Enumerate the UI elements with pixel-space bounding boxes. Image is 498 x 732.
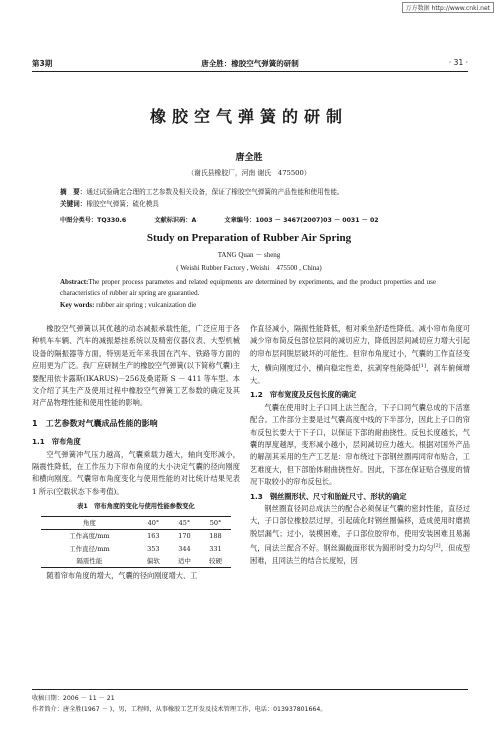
section-heading-1: 1 工艺参数对气囊成品性能的影响 <box>32 418 158 428</box>
left-column <box>32 323 240 583</box>
body-paragraph: 随着帘布角度的增大，气囊的径向刚度增大、工 <box>46 571 198 581</box>
table-cell: 188 <box>209 532 222 541</box>
body-paragraph: 空气弹簧冲气压力越高，气囊乘载力越大，轴向变形减小，隔震性降低，在工作压力下帘布角度的大小决定气囊的径向刚度和横向刚度。气囊帘布角度变化与使用性能的对比统计结果见表 1 所示(空载状态下参考值)。 <box>32 449 240 496</box>
table-row <box>41 543 231 555</box>
subsection-heading-1-1: 1.1 帘布角度 <box>32 437 81 447</box>
intro-paragraph: 橡胶空气弹簧以其优越的动态减振承载性能，广泛应用于各种机车车辆、汽车的减振悬挂系统以及精密仪器仪表、大型机械设备的隔振器等方面，特别是近年来我国在汽车、铁路等方面的应用更为广泛。我厂应研制生产的橡胶空气弹簧(以下简称气囊)主要配用依卡露斯(IKARUS)－256及桑诺斯 S － 411 等车型。本文介绍了其生产及使用过程中橡胶空气弹簧工艺参数的确定及其对产品物理性能和使用性能的影响。 <box>32 324 240 408</box>
abstract-en: Abstract:The proper process parametes and related equipments are determined by experiments, and the product properties and use characteristics of rubber air spring are guarantied. <box>60 278 436 297</box>
table-cell: 工作高度/mm <box>69 532 110 541</box>
table-cell: 331 <box>209 544 222 553</box>
author-cn: 唐全胜 <box>235 153 263 163</box>
footnote <box>32 689 468 715</box>
received-date: 收稿日期：2006 － 11 － 21 <box>32 695 115 702</box>
body-paragraph: 气囊在使用时上子口同上法兰配合，下子口同气囊总成的下活塞配合。工作部分主要是过气囊高度中线的下半部分，因此上子口的帘布反包长要大于下子口，以保证下部的耐曲挠性。反包长度越长，气囊的厚度越厚，变形减小越小，层间减切应力越大。根据对国外产品的解剖其采用的生产工艺是：帘布绕过下部钢丝圈再同帘布贴合，工艺难度大，但下部胎体耐曲挠性好。因此，下部在保证贴合强度的情况下取较小的帘布反包长。 <box>250 402 470 487</box>
classification-line <box>60 215 458 224</box>
article-number: 文章编号：1003 － 3467(2007)03 － 0031 － 02 <box>224 217 379 224</box>
keywords-en: Key words: rubber air spring ; vulcanization die <box>60 301 197 309</box>
affiliation-en: ( Weishi Rubber Factory , Weishi 475500 , China) <box>176 264 322 272</box>
table-header-cell: 40° <box>138 516 169 529</box>
table-header-cell: 角度 <box>41 516 138 529</box>
reference-marker[interactable]: [2] <box>433 543 441 550</box>
title-cn: 橡胶空气弹簧的研制 <box>149 107 348 126</box>
table-cell: 163 <box>147 532 160 541</box>
subsection-heading-1-3: 1.3 钢丝圈形状、尺寸和胎趾尺寸、形状的确定 <box>250 491 407 501</box>
table-cell: 344 <box>178 544 191 553</box>
table-row <box>41 530 231 543</box>
table-cell: 偏软 <box>138 555 169 568</box>
author-en: TANG Quan － sheng <box>217 251 281 259</box>
clc-number: 中图分类号：TQ330.6 <box>60 217 127 224</box>
table-header-cell: 50° <box>200 516 231 529</box>
reference-marker[interactable]: [1] <box>418 363 426 370</box>
title-en: Study on Preparation of Rubber Air Spring <box>146 232 352 244</box>
running-title: 唐全胜：橡胶空气弹簧的研制 <box>201 59 299 68</box>
data-table <box>41 516 231 569</box>
table-cell: 工作直径/mm <box>69 544 110 553</box>
table-caption: 表1 帘布角度的变化与使用性能参数变化 <box>77 503 195 511</box>
affiliation-cn: （谢氏县橡胶厂，河南 谢氏 475500） <box>187 169 311 177</box>
table-cell: 隔震性能 <box>41 555 138 568</box>
author-bio: 作者简介：唐全胜(1967 － )，男，工程师，从事橡胶工艺开发及技术管理工作，电话：013937801664。 <box>32 706 327 713</box>
document-code: 文献标识码：A <box>154 217 197 224</box>
abstract-cn-block <box>60 186 438 210</box>
abstract-cn: 摘 要：通过试验确定合理的工艺参数及相关设备，保证了橡胶空气弹簧的产品性能和使用性能。 <box>60 188 344 196</box>
subsection-heading-1-2: 1.2 帘布宽度及反包长度的确定 <box>250 390 357 400</box>
table-row <box>41 555 231 568</box>
page-number: · 31 · <box>448 58 468 67</box>
table-header-row <box>41 516 231 529</box>
table-cell: 170 <box>178 532 191 541</box>
header-rule <box>32 71 468 72</box>
issue-number: 第3期 <box>32 59 53 68</box>
table-cell: 适中 <box>169 555 200 568</box>
table-header-cell: 45° <box>169 516 200 529</box>
running-header <box>32 58 468 69</box>
watermark-stamp: 万方数据 http://www.cnki.net <box>402 2 494 13</box>
body-paragraph: 作直径减小，隔振性能降低，相对乘坐舒适性降低。减小帘布角度可减少帘布简反包部位层间的减切应力，降低因层间减切应力增大引起的帘布层间脱层破坏的可能性。但帘布角度过小，气囊的工作直径变大，横向刚度过小，横向稳定性差，抗剥穿性能降低[1]，剥车俯倾增大。 <box>250 324 470 386</box>
right-column <box>250 323 470 568</box>
table-cell: 353 <box>147 544 160 553</box>
keywords-cn: 关键词：橡胶空气弹簧；硫化模具 <box>60 200 159 208</box>
body-paragraph: 钢丝圈直径同总成法兰的配合必须保证气囊的密封性能，直径过大，子口部位橡胶层过厚，引起硫化时钢丝圈偏移，造成使用时磨损脱层漏气；过小，装模困难，子口部位胶帘布，使用安装困难且易漏气，同法兰配合不好。钢丝圈截面形状为圆形时受力均匀[2]，但成型困难，且同法兰的结合长度短，因 <box>250 504 470 566</box>
table-cell: 较硬 <box>200 555 231 568</box>
